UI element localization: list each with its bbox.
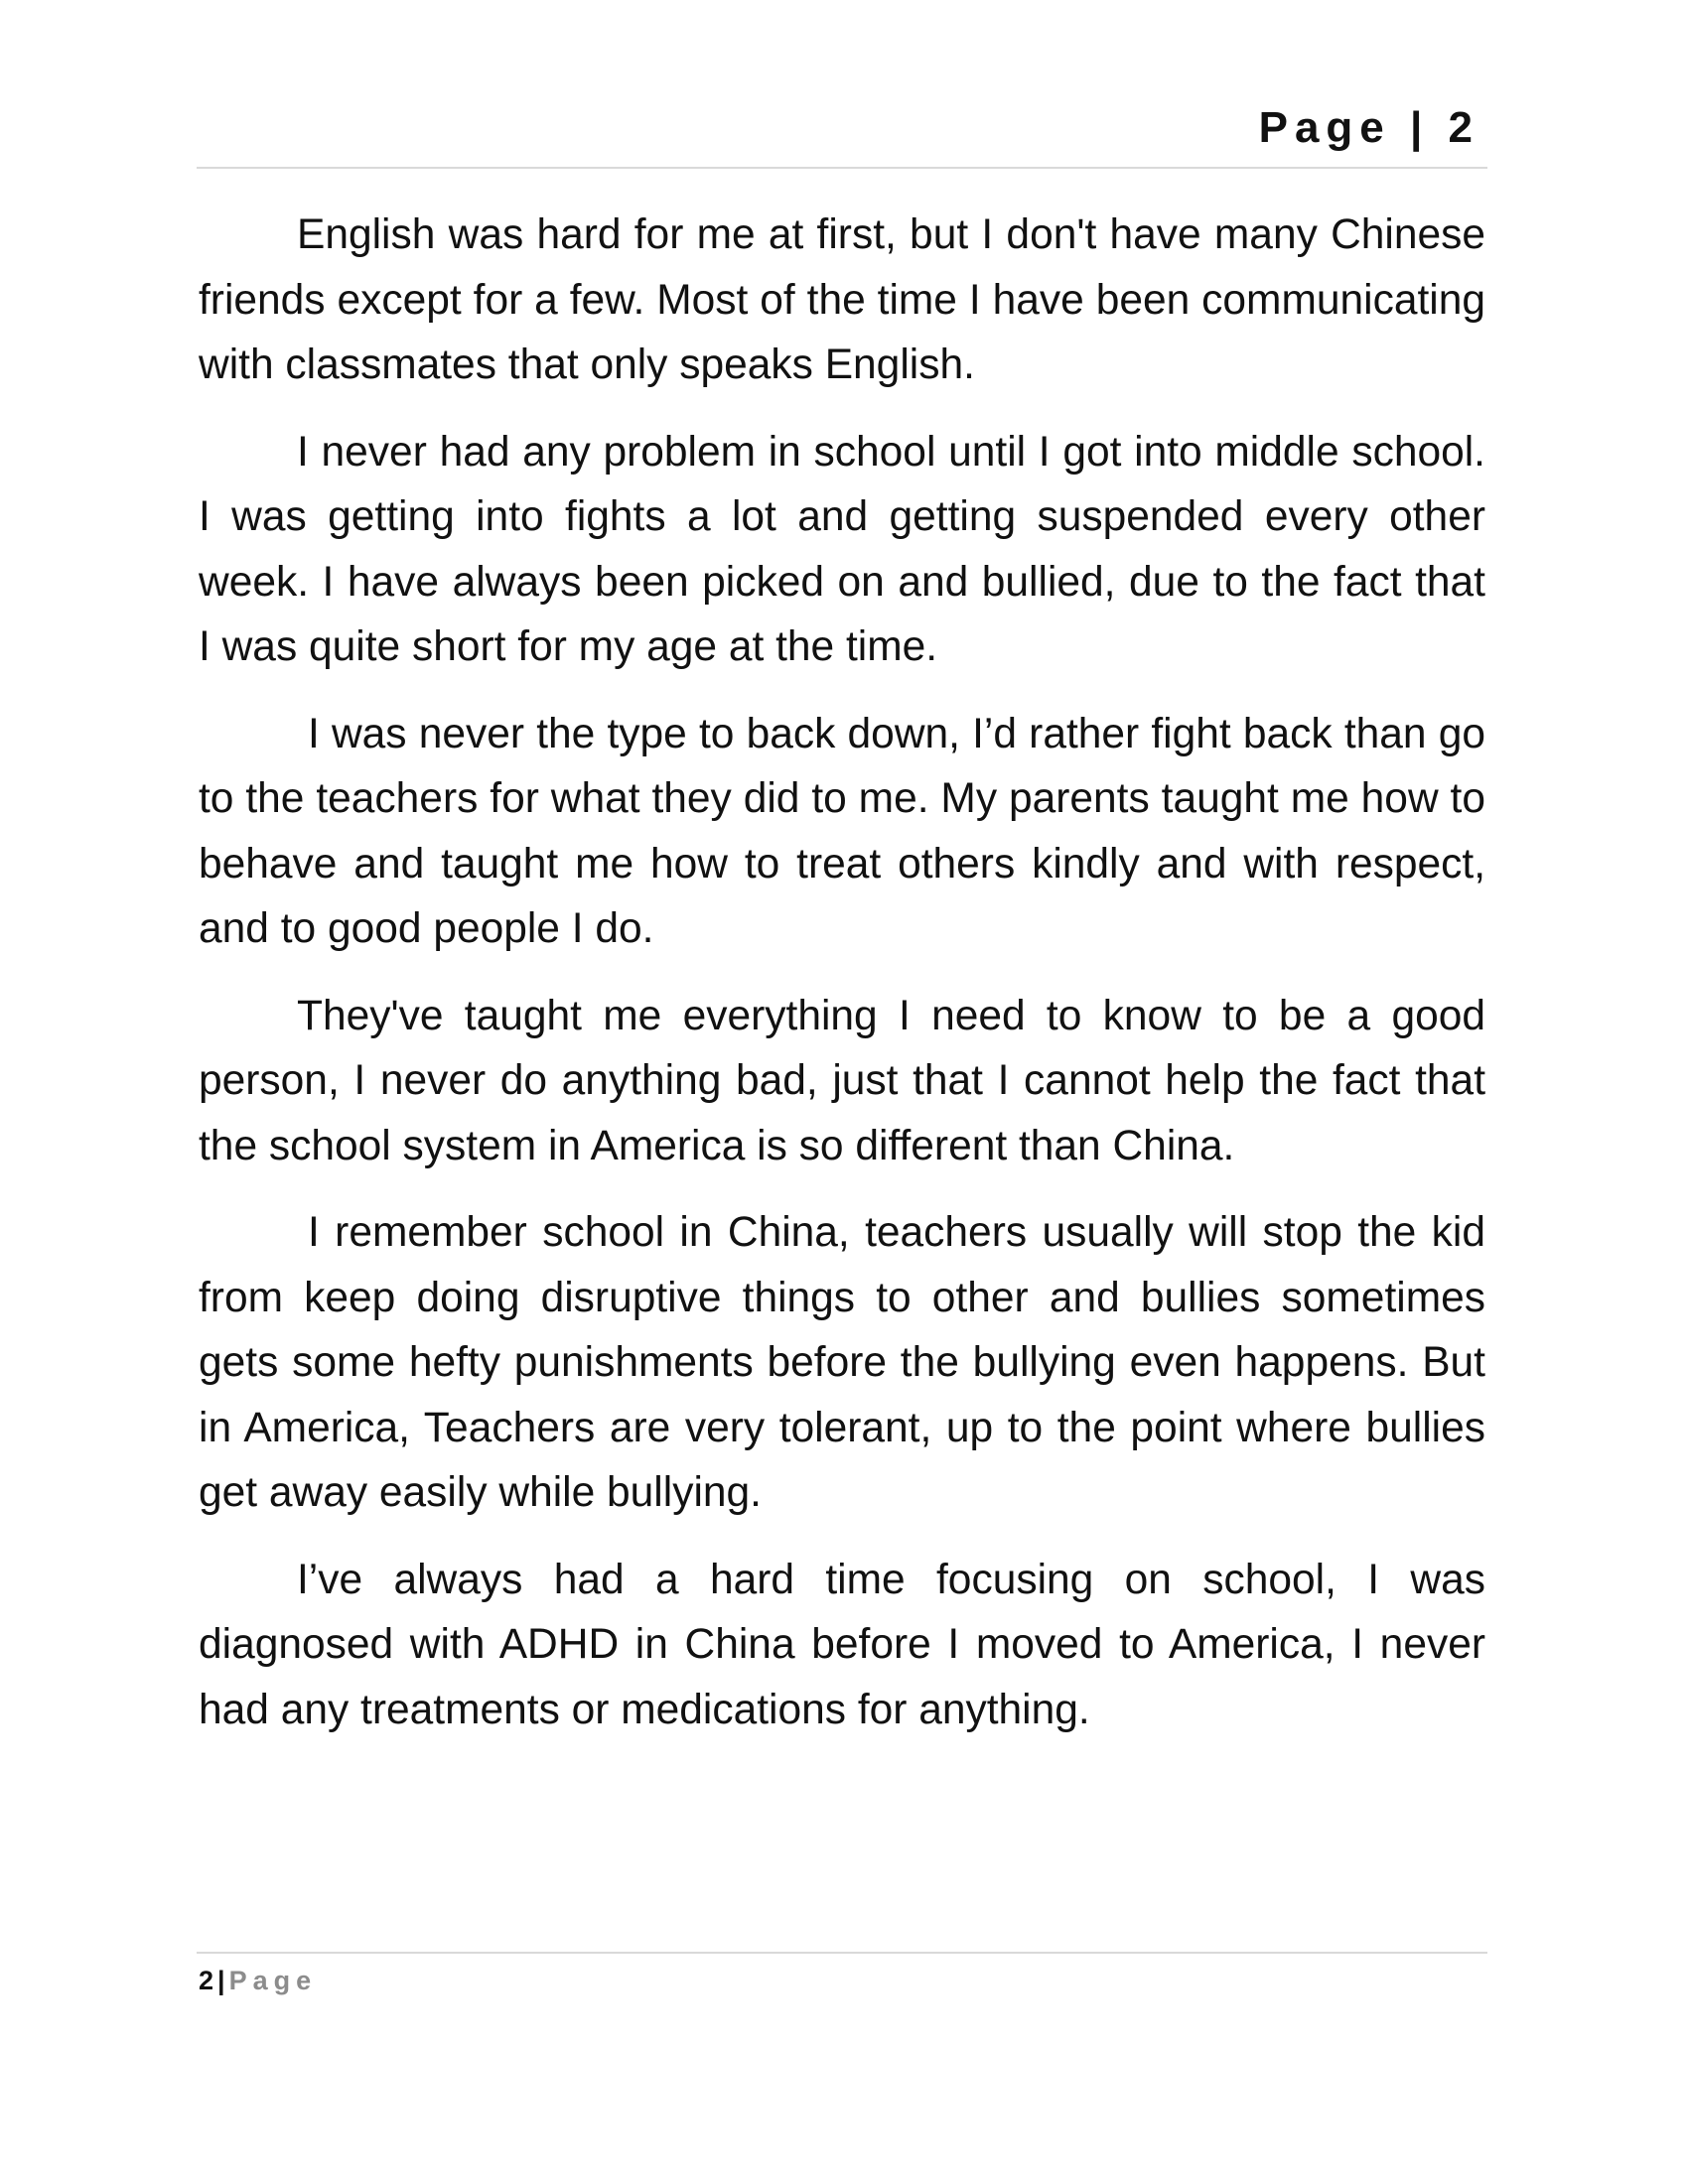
paragraph: They've taught me everything I need to know to be a good person, I never do anything bad, just that I cannot help the fact that the school system in America is so different than China. (199, 992, 1485, 1169)
footer-page-word: Page (228, 1966, 318, 1995)
page-header (197, 99, 1487, 169)
footer-separator: | (217, 1966, 225, 1995)
paragraph: I never had any problem in school until I got into middle school. I was getting into fights a lot and getting suspended every other week. I have always been picked on and bullied, due to the fact that I was quite short for my age at the time. (199, 428, 1485, 670)
paragraph: I remember school in China, teachers usually will stop the kid from keep doing disruptive things to other and bullies sometimes gets some hefty punishments before the bullying even happens. But in America, Teachers are very tolerant, up to the point where bullies get away easily while bullying. (199, 1209, 1485, 1516)
footer-page-label (199, 1966, 317, 1996)
paragraph: English was hard for me at first, but I don't have many Chinese friends except for a few. Most of the time I have been communicating with classmates that only speaks English. (199, 211, 1485, 388)
paragraph: I was never the type to back down, I’d rather fight back than go to the teachers for what they did to me. My parents taught me how to behave and taught me how to treat others kindly and with respect, and to good people I do. (199, 710, 1485, 952)
header-page-label: Page | 2 (1258, 103, 1479, 152)
page-footer (197, 1952, 1487, 1995)
paragraph: I’ve always had a hard time focusing on school, I was diagnosed with ADHD in China before I moved to America, I never had any treatments or medications for anything. (199, 1556, 1485, 1733)
body-text (199, 203, 1485, 1764)
footer-page-number: 2 (199, 1966, 214, 1995)
